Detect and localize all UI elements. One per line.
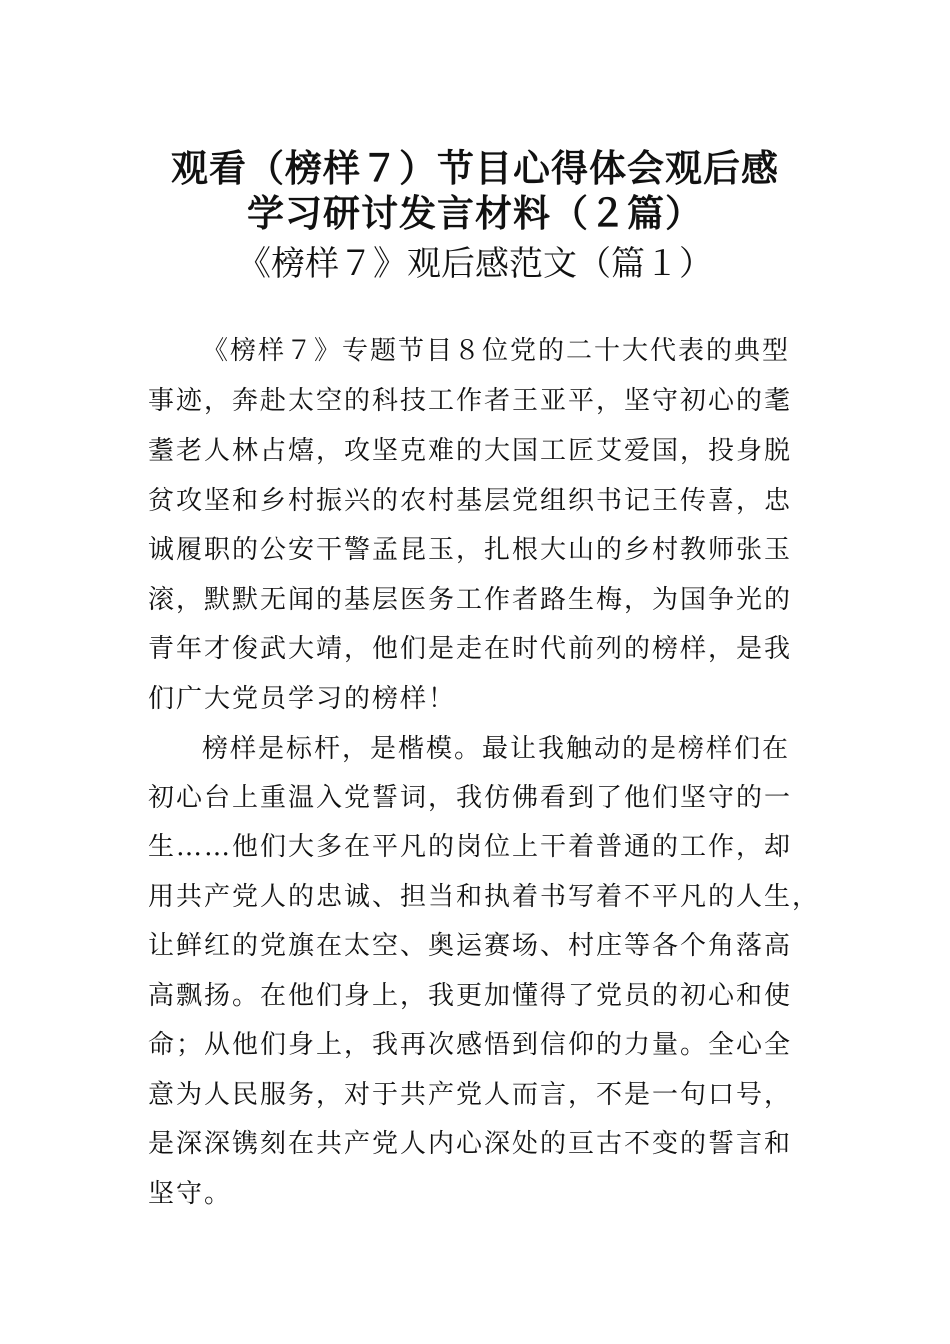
paragraph-line: 们广大党员学习的榜样！ [148, 684, 457, 714]
paragraph-line: 初心台上重温入党誓词，我仿佛看到了他们坚守的一 [148, 783, 793, 813]
paragraph-line: 高飘扬。在他们身上，我更加懂得了党员的初心和使 [148, 981, 793, 1011]
paragraph-line: 生……他们大多在平凡的岗位上干着普通的工作，却 [148, 832, 793, 862]
paragraph-line: 榜样是标杆，是楷模。最让我触动的是榜样们在 [202, 734, 791, 764]
paragraph-line: 让鲜红的党旗在太空、奥运赛场、村庄等各个角落高 [148, 931, 793, 961]
paragraph-line: 诚履职的公安干警孟昆玉，扎根大山的乡村教师张玉 [148, 535, 793, 565]
paragraph-line: 命；从他们身上，我再次感悟到信仰的力量。全心全 [148, 1030, 793, 1060]
paragraph-line: 青年才俊武大靖，他们是走在时代前列的榜样，是我 [148, 634, 793, 664]
document-title-line-2: 学习研讨发言材料（２篇） [247, 192, 703, 235]
section-title: 《榜样７》观后感范文（篇１） [237, 244, 713, 284]
paragraph-line: 是深深镌刻在共产党人内心深处的亘古不变的誓言和 [148, 1129, 793, 1159]
paragraph-line: 坚守。 [148, 1179, 233, 1209]
paragraph-line: 事迹，奔赴太空的科技工作者王亚平，坚守初心的耄 [148, 386, 793, 416]
paragraph-line: 耋老人林占熺，攻坚克难的大国工匠艾爱国，投身脱 [148, 436, 793, 466]
paragraph-line: 用共产党人的忠诚、担当和执着书写着不平凡的人生， [148, 882, 821, 912]
paragraph-line: 滚，默默无闻的基层医务工作者路生梅，为国争光的 [148, 585, 793, 615]
document-title-line-1: 观看（榜样７）节目心得体会观后感 [171, 147, 779, 190]
paragraph-line: 贫攻坚和乡村振兴的农村基层党组织书记王传喜，忠 [148, 486, 793, 516]
paragraph-line: 意为人民服务，对于共产党人而言，不是一句口号， [148, 1080, 793, 1110]
paragraph-line: 《榜样７》专题节目８位党的二十大代表的典型 [202, 336, 791, 366]
